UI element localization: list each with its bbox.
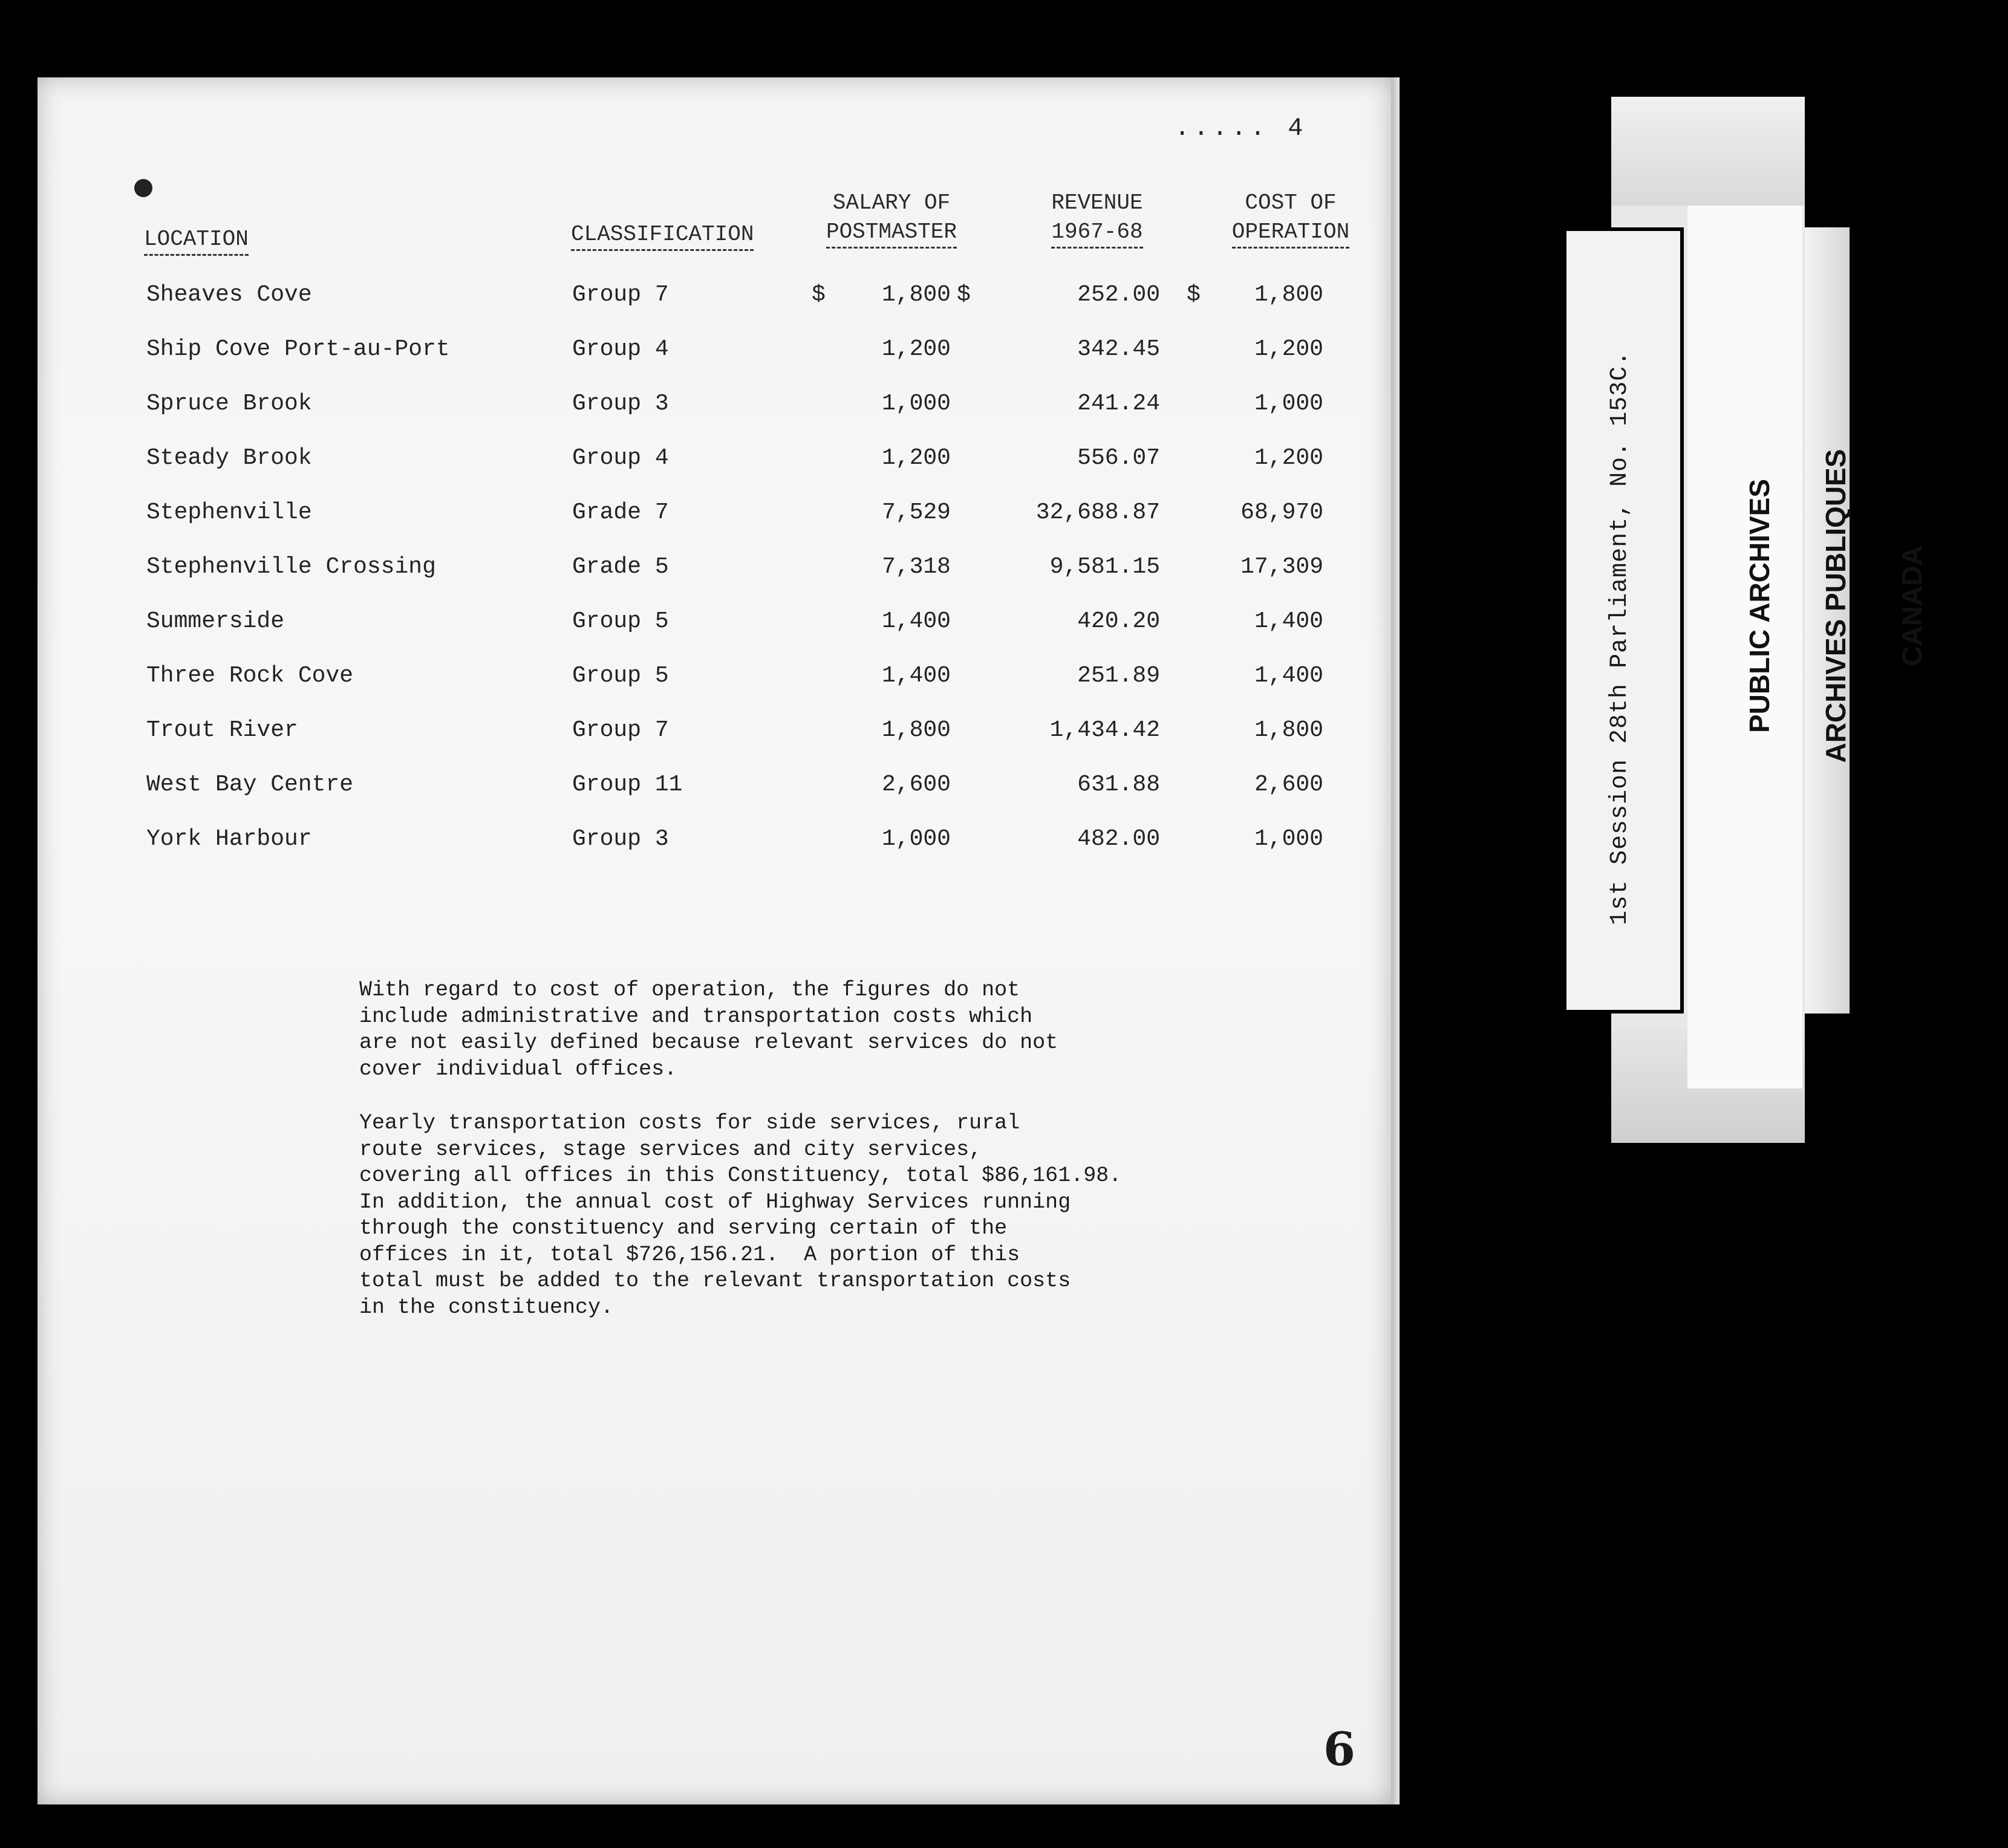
cell-location: Stephenville Crossing xyxy=(146,554,436,580)
archive-line-country: CANADA xyxy=(1896,545,1928,666)
table-row xyxy=(37,772,1391,808)
cell-classification: Group 5 xyxy=(572,663,669,689)
cell-revenue: 631.88 xyxy=(1077,772,1160,798)
cell-location: Spruce Brook xyxy=(146,391,312,417)
session-reference-text: 1st Session 28th Parliament, No. 153C. xyxy=(1606,350,1634,925)
table-row xyxy=(37,608,1391,645)
cell-cost: 17,309 xyxy=(1240,554,1323,580)
cell-cost: 1,400 xyxy=(1254,663,1323,689)
header-revenue-line2: 1967-68 xyxy=(1051,218,1143,249)
cell-cost: 68,970 xyxy=(1240,499,1323,525)
table-row xyxy=(37,663,1391,699)
cell-cost: 1,000 xyxy=(1254,826,1323,852)
cell-cost: 1,200 xyxy=(1254,445,1323,471)
cell-salary: 1,200 xyxy=(881,445,951,471)
header-cost-line1: COST OF xyxy=(1245,190,1337,215)
cell-salary: 1,400 xyxy=(881,663,951,689)
header-location-label: LOCATION xyxy=(144,225,249,256)
cell-classification: Grade 7 xyxy=(572,499,669,525)
cell-classification: Group 7 xyxy=(572,717,669,743)
header-classification-label: CLASSIFICATION xyxy=(571,220,754,251)
cell-location: Summerside xyxy=(146,608,285,634)
cell-location: York Harbour xyxy=(146,826,312,852)
currency-sign: $ xyxy=(957,282,971,308)
cell-salary: 1,800 xyxy=(881,282,951,308)
archive-label-top-tab xyxy=(1611,97,1805,206)
archive-line-french: ARCHIVES PUBLIQUES xyxy=(1820,449,1851,763)
cell-salary: 1,200 xyxy=(881,336,951,362)
cell-salary: 1,400 xyxy=(881,608,951,634)
cell-cost: 1,400 xyxy=(1254,608,1323,634)
table-row xyxy=(37,282,1391,318)
cell-revenue: 32,688.87 xyxy=(1035,499,1160,525)
page-number-bottom: 6 xyxy=(1323,1722,1355,1776)
header-cost-line2: OPERATION xyxy=(1232,218,1349,249)
cell-location: Trout River xyxy=(146,717,298,743)
header-classification xyxy=(571,220,754,251)
cell-location: Steady Brook xyxy=(146,445,312,471)
cell-cost: 1,800 xyxy=(1254,717,1323,743)
cell-revenue: 342.45 xyxy=(1077,336,1160,362)
page-number-top: ..... 4 xyxy=(1175,114,1307,143)
table-row xyxy=(37,826,1391,862)
cell-cost: 2,600 xyxy=(1254,772,1323,798)
cell-salary: 7,529 xyxy=(881,499,951,525)
cell-classification: Group 3 xyxy=(572,391,669,417)
header-salary-line1: SALARY OF xyxy=(832,190,951,215)
cell-revenue: 482.00 xyxy=(1077,826,1160,852)
cell-location: Stephenville xyxy=(146,499,312,525)
cell-salary: 1,000 xyxy=(881,391,951,417)
table-row xyxy=(37,445,1391,481)
cell-revenue: 9,581.15 xyxy=(1049,554,1160,580)
header-salary-line2: POSTMASTER xyxy=(826,218,957,249)
header-revenue xyxy=(1006,189,1188,249)
note-paragraph-transportation: Yearly transportation costs for side services, rural route services, stage services and city services, covering all offices in this Constituency, total $86,161.98. In addition, the annual cost of Highway Services running through the constituency and serving certain of the offices in it, total $726,156.21. A portion of this total must be added to the relevant transportation costs in the constituency. xyxy=(359,1111,1122,1319)
cell-cost: 1,800 xyxy=(1254,282,1323,308)
cell-salary: 1,000 xyxy=(881,826,951,852)
page-edge xyxy=(1391,77,1400,1804)
cell-classification: Grade 5 xyxy=(572,554,669,580)
note-paragraph-cost: With regard to cost of operation, the figures do not include administrative and transportation costs which are not easily defined because relevant services do not cover individual offices. xyxy=(359,978,1058,1081)
header-cost xyxy=(1200,189,1381,249)
cell-location: Ship Cove Port-au-Port xyxy=(146,336,450,362)
currency-sign: $ xyxy=(812,282,826,308)
header-location xyxy=(144,225,249,256)
cell-salary: 7,318 xyxy=(881,554,951,580)
cell-revenue: 420.20 xyxy=(1077,608,1160,634)
cell-cost: 1,000 xyxy=(1254,391,1323,417)
cell-revenue: 252.00 xyxy=(1077,282,1160,308)
header-revenue-line1: REVENUE xyxy=(1051,190,1143,215)
cell-classification: Group 3 xyxy=(572,826,669,852)
table-row xyxy=(37,391,1391,427)
table-row xyxy=(37,336,1391,373)
cell-location: Sheaves Cove xyxy=(146,282,312,308)
cell-revenue: 556.07 xyxy=(1077,445,1160,471)
archive-line-english: PUBLIC ARCHIVES xyxy=(1744,479,1775,733)
cell-salary: 2,600 xyxy=(881,772,951,798)
cell-classification: Group 4 xyxy=(572,445,669,471)
currency-sign: $ xyxy=(1187,282,1201,308)
cell-classification: Group 7 xyxy=(572,282,669,308)
table-row xyxy=(37,499,1391,536)
table-row xyxy=(37,717,1391,753)
cell-revenue: 241.24 xyxy=(1077,391,1160,417)
cell-revenue: 1,434.42 xyxy=(1049,717,1160,743)
header-salary xyxy=(801,189,982,249)
cell-classification: Group 4 xyxy=(572,336,669,362)
document-page xyxy=(37,77,1391,1804)
cell-classification: Group 11 xyxy=(572,772,683,798)
cell-revenue: 251.89 xyxy=(1077,663,1160,689)
cell-salary: 1,800 xyxy=(881,717,951,743)
public-archives-stamp xyxy=(1696,412,1950,799)
cell-cost: 1,200 xyxy=(1254,336,1323,362)
cell-location: Three Rock Cove xyxy=(146,663,354,689)
cell-classification: Group 5 xyxy=(572,608,669,634)
cell-location: West Bay Centre xyxy=(146,772,354,798)
punch-hole-mark xyxy=(134,179,152,197)
table-row xyxy=(37,554,1391,590)
